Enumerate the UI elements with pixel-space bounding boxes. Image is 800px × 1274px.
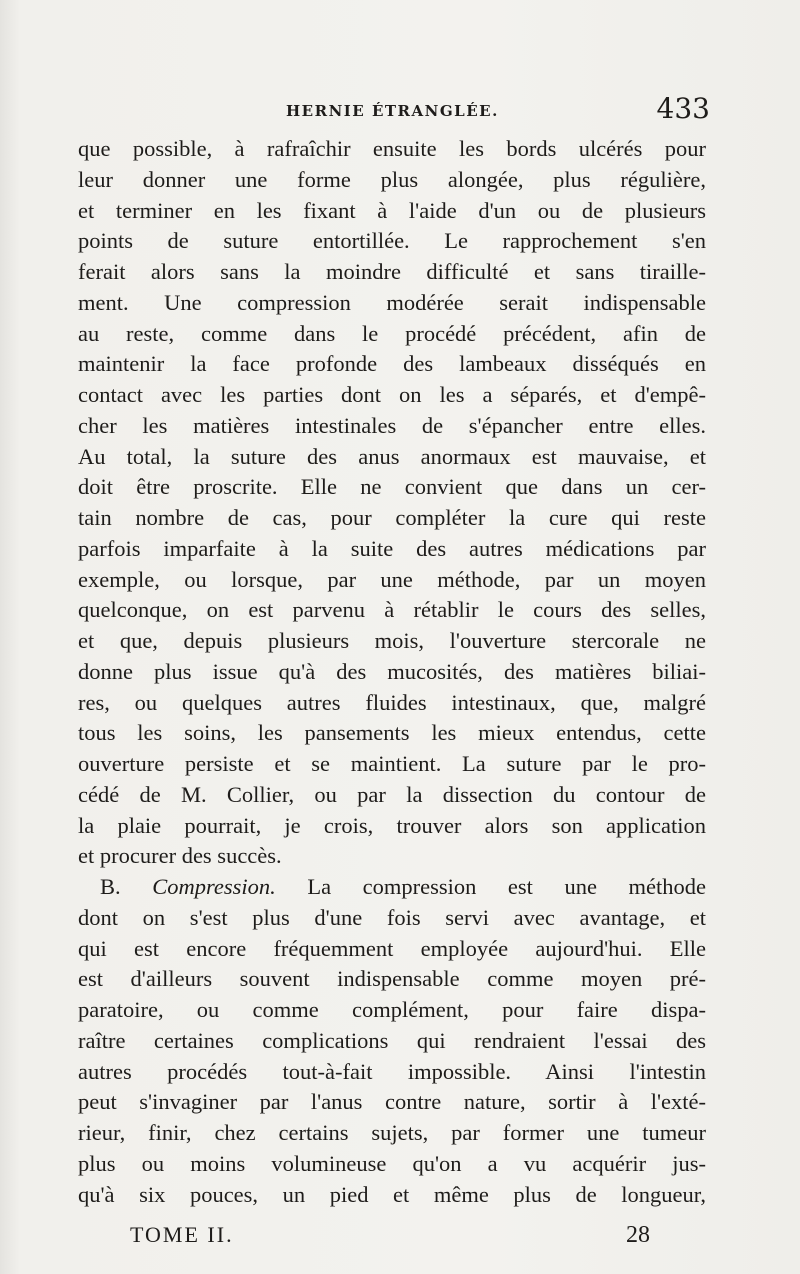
text-line: donne plus issue qu'à des mucosités, des matières biliai- (78, 658, 706, 684)
text-line: exemple, ou lorsque, par une méthode, par un moyen (78, 566, 706, 592)
text-line: peut s'invaginer par l'anus contre nature, sortir à l'exté- (78, 1089, 706, 1115)
section-heading-line (78, 872, 706, 903)
text-line: est d'ailleurs souvent indispensable comme moyen pré- (78, 966, 706, 992)
text-line: au reste, comme dans le procédé précédent, afin de (78, 320, 706, 346)
text-line: que possible, à rafraîchir ensuite les bords ulcérés pour (78, 136, 706, 161)
text-line: points de suture entortillée. Le rapprochement s'en (78, 228, 706, 254)
text-line: qu'à six pouces, un pied et même plus de longueur, (78, 1181, 706, 1207)
text-line: res, ou quelques autres fluides intestinaux, que, malgré (78, 689, 706, 715)
body-text (78, 134, 706, 1210)
text-line: cher les matières intestinales de s'épancher entre elles. (78, 412, 706, 438)
volume-label: TOME II. (130, 1222, 234, 1247)
text-line: Au total, la suture des anus anormaux est mauvaise, et (78, 443, 706, 469)
section-title: Compression. (152, 874, 276, 899)
text-line: ment. Une compression modérée serait indispensable (78, 289, 706, 315)
section-first-line-text: La compression est une méthode (307, 874, 706, 899)
text-line: qui est encore fréquemment employée aujourd'hui. Elle (78, 935, 706, 961)
text-line: maintenir la face profonde des lambeaux disséqués en (78, 351, 706, 377)
text-line: rieur, finir, chez certains sujets, par former une tumeur (78, 1120, 706, 1145)
page-number: 433 (656, 92, 710, 125)
text-line: paratoire, ou comme complément, pour faire dispa- (78, 997, 706, 1022)
text-line: cédé de M. Collier, ou par la dissection du contour de (78, 781, 706, 807)
text-line: et procurer des succès. (78, 843, 282, 869)
text-line: doit être proscrite. Elle ne convient que dans un cer- (78, 474, 706, 500)
text-line: raître certaines complications qui rendraient l'essai des (78, 1027, 706, 1053)
text-line: quelconque, on est parvenu à rétablir le cours des selles, (78, 597, 706, 623)
page-header (80, 92, 710, 132)
text-line: tain nombre de cas, pour compléter la cure qui reste (78, 505, 706, 530)
text-line: parfois imparfaite à la suite des autres médications par (78, 535, 706, 561)
text-line: plus ou moins volumineuse qu'on a vu acquérir jus- (78, 1150, 706, 1176)
text-line: autres procédés tout-à-fait impossible. Ainsi l'intestin (78, 1058, 706, 1084)
text-line: ouverture persiste et se maintient. La suture par le pro- (78, 751, 706, 776)
text-line: leur donner une forme plus alongée, plus régulière, (78, 166, 706, 192)
text-line: contact avec les parties dont on les a séparés, et d'empê- (78, 382, 706, 407)
text-line: et terminer en les fixant à l'aide d'un ou de plusieurs (78, 197, 706, 223)
page-footer (130, 1222, 650, 1252)
running-title: HERNIE ÉTRANGLÉE. (286, 102, 499, 120)
text-line: ferait alors sans la moindre difficulté et sans tiraille- (78, 259, 706, 284)
text-line: la plaie pourrait, je crois, trouver alors son application (78, 812, 706, 838)
text-line: et que, depuis plusieurs mois, l'ouverture stercorale ne (78, 628, 706, 653)
signature-mark: 28 (626, 1222, 650, 1248)
text-line: tous les soins, les pansements les mieux entendus, cette (78, 720, 706, 746)
section-label: B. (100, 874, 121, 899)
text-line: dont on s'est plus d'une fois servi avec avantage, et (78, 904, 706, 930)
